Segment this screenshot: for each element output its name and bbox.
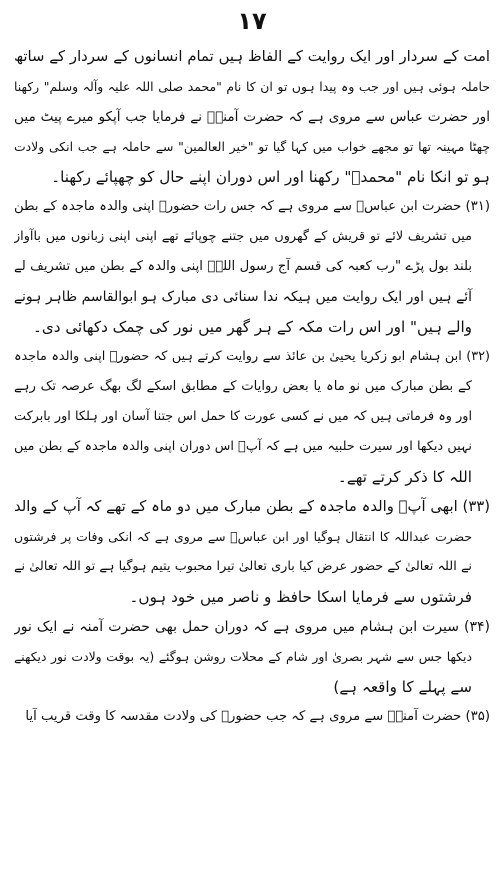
body-text (14, 42, 490, 732)
text-line: (۳۳) ابھی آپؐ والدہ ماجدہ کے بطن مبارک میں دو ماہ کے تھے کہ آپ کے والد (14, 498, 490, 515)
text-line: (۳۱) حضرت ابن عباسؓ سے مروی ہے کہ جس رات حضورؐ اپنی والدہ ماجدہ کے بطن (14, 199, 490, 214)
page-number: ۱۷ (237, 7, 267, 35)
text-line: بلند بول پڑے "رب کعبہ کی قسم آج رسول اللہؐ اپنی والدہ کے بطن میں تشریف لے (14, 259, 472, 274)
text-line: سے پہلے کا واقعہ ہے) (333, 678, 472, 696)
text-line: اور وہ فرماتی ہیں کہ میں نے کسی عورت کا حمل اس جتنا آسان اور ہلکا اور بابرکت (14, 409, 472, 424)
text-line: ہو تو انکا نام "محمدؐ" رکھنا اور اس دوران اپنے حال کو چھپائے رکھنا۔ (51, 168, 490, 186)
text-line: (۳۲) ابن ہشام ابو زکریا یحییٰ بن عائذ سے روایت کرتے ہیں کہ حضورؐ اپنی والدہ ماجدہ (14, 349, 490, 364)
text-line: نے اللہ تعالیٰ کے حضور عرض کیا باری تعالیٰ تیرا محبوب یتیم ہوگیا ہے تو اللہ تعالیٰ نے (14, 559, 472, 574)
text-line: چھٹا مہینہ تھا تو مجھے خواب میں کہا گیا تو "خیر العالمین" سے حاملہ ہے جب انکی ولادت (14, 139, 490, 154)
text-line: حضرت عبداللہ کا انتقال ہوگیا اور ابن عباسؓ سے مروی ہے کہ انکی وفات پر فرشتوں (14, 529, 472, 544)
text-line: نہیں دیکھا اور سیرت حلبیہ میں ہے کہ آپؐ اس دوران اپنی والدہ ماجدہ کے بطن میں (14, 439, 472, 454)
text-line: دیکھا جس سے شہر بصریٰ اور شام کے محلات روشن ہوگئے (یہ بوقت ولادت نور دیکھنے (14, 649, 472, 664)
book-page (14, 4, 490, 887)
text-line: آئے ہیں اور ایک روایت میں ہیکہ ندا سنائی دی مبارک ہو ابوالقاسم ظاہر ہونے (14, 289, 472, 305)
text-line: حاملہ ہوئی ہیں اور جب وہ پیدا ہوں تو ان کا نام "محمد صلی اللہ علیہ وآلہ وسلم" رکھنا (14, 79, 490, 94)
text-line: میں تشریف لائے تو قریش کے گھروں میں جتنے چوپائے تھے اپنی اپنی زبانوں میں باآواز (14, 229, 472, 244)
text-line: اور حضرت عباس سے مروی ہے کہ حضرت آمنہؓ نے فرمایا جب آپکو میرے پیٹ میں (14, 109, 490, 125)
text-line: امت کے سردار اور ایک روایت کے الفاظ ہیں تمام انسانوں کے سردار کے ساتھ (14, 48, 490, 65)
text-line: (۳۵) حضرت آمنہؓ سے مروی ہے کہ جب حضورؐ کی ولادت مقدسہ کا وقت قریب آیا (25, 709, 490, 724)
text-line: والے ہیں" اور اس رات مکہ کے ہر گھر میں نور کی چمک دکھائی دی۔ (32, 318, 472, 336)
text-line: (۳۴) سیرت ابن ہشام میں مروی ہے کہ دوران حمل بھی حضرت آمنہ نے ایک نور (14, 619, 490, 635)
text-line: فرشتوں سے فرمایا اسکا حافظ و ناصر میں خود ہوں۔ (129, 588, 472, 606)
text-line: اللہ کا ذکر کرتے تھے۔ (337, 468, 472, 486)
text-line: کے بطن مبارک میں نو ماہ یا بعض روایات کے مطابق اسکے لگ بھگ عرصہ تک رہے (14, 379, 472, 394)
